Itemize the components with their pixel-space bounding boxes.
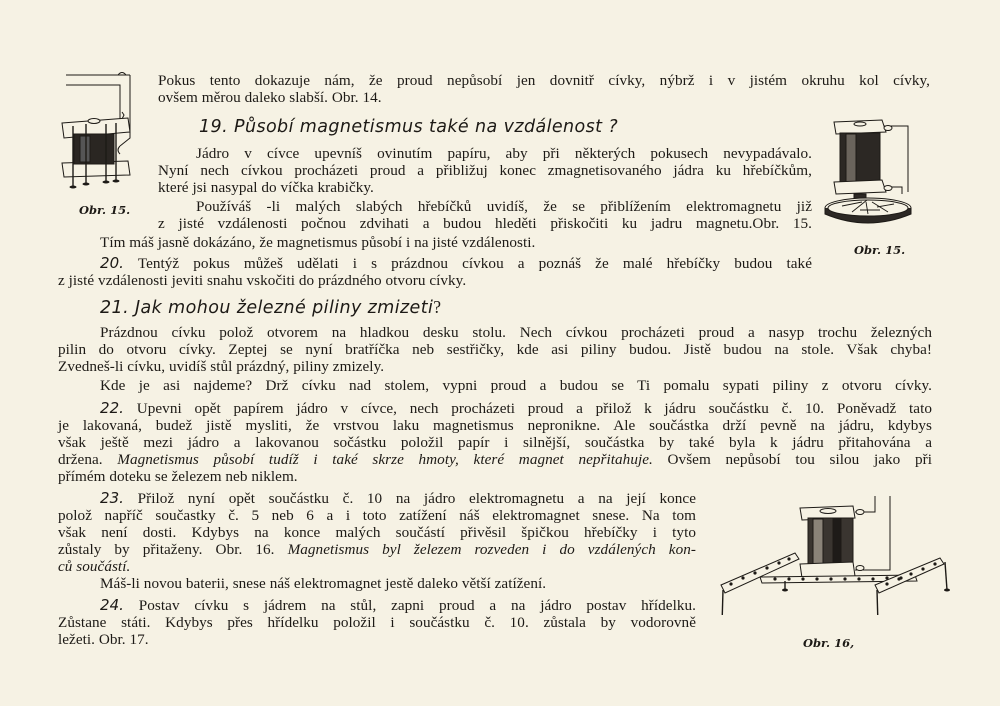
section-19-p1-line-1: Jádro v cívce upevníš ovinutím papíru, aby při některých pokusech nevypadávalo. bbox=[196, 145, 812, 162]
section-21-p1-line-2: pilin do otvoru cívky. Zeptej se nyní bratříčka neb sestřičky, kde asi piliny budou. Jistě budou na stole. Však chyba! bbox=[58, 341, 932, 358]
figure-caption-bottom: Obr. 16, bbox=[803, 636, 855, 650]
section-22-text: Upevni opět papírem jádro v cívce, nech procházeti proud a přilož k jádru součástku č. 10. Poněvadž tato bbox=[136, 400, 932, 417]
section-20-number: 20. bbox=[100, 254, 125, 272]
section-20-text: Tentýž pokus můžeš udělati i s prázdnou cívkou a poznáš že malé hřebíčky budou také bbox=[137, 255, 812, 272]
section-21-p1-line-1: Prázdnou cívku polož otvorem na hladkou desku stolu. Nech cívkou procházeti proud a nasyp trochu železných bbox=[100, 324, 932, 341]
section-24-line-1 bbox=[100, 597, 696, 614]
section-23-line-4-a: zůstaly by přitaženy. Obr. 16. bbox=[58, 541, 275, 558]
section-23-line-1 bbox=[100, 490, 696, 507]
section-21-p1-line-3: Zvedneš-li cívku, uvidíš stůl prázdný, piliny zmizely. bbox=[58, 358, 385, 375]
figure-caption-left: Obr. 15. bbox=[79, 203, 131, 217]
section-22-line-4 bbox=[58, 451, 932, 468]
section-19-p2-line-1: Používáš -li malých slabých hřebíčků uvidíš, že se přiblížením elektromagnetu již bbox=[196, 198, 812, 215]
section-21-p2: Kde je asi najdeme? Drž cívku nad stolem, vypni proud a budou se Ti pomalu sypati piliny z otvoru cívky. bbox=[100, 377, 932, 394]
section-23-line-3: však není dosti. Kdybys na konce malých součástí přivěsil špičkou hřebíčky i tyto bbox=[58, 524, 696, 541]
section-23-emphasis: Magnetismus byl železem rozveden i do vzdálených kon- bbox=[287, 541, 696, 558]
section-22-number: 22. bbox=[100, 399, 125, 417]
section-22-line-5: přímém doteku se železem neb niklem. bbox=[58, 468, 298, 485]
section-23-line-4 bbox=[58, 541, 696, 558]
section-22-line-3: však ještě mezi jádro a lakovanou sočástku položil papír i silnější, součástka by také byla k jádru přitahována a bbox=[58, 434, 932, 451]
coil-tin-illustration bbox=[822, 112, 922, 227]
section-21-heading-number: 21. bbox=[100, 298, 130, 318]
section-24-line-2: Zůstane státi. Kdybys přes hřídelku položil i součástku č. 10. zůstala by vodorovně bbox=[58, 614, 696, 631]
section-24-line-3: ležeti. Obr. 17. bbox=[58, 631, 149, 648]
section-21-heading bbox=[100, 297, 441, 318]
coil-nails-illustration bbox=[58, 68, 140, 193]
figure-coil-over-tin bbox=[822, 112, 922, 227]
section-23-text: Přilož nyní opět součástku č. 10 na jádro elektromagnetu a na její konce bbox=[137, 490, 696, 507]
section-20-line-1 bbox=[100, 255, 812, 272]
section-22-line-1 bbox=[100, 400, 932, 417]
section-22-line-2: je lakovaná, budež jistě mysliti, že vrstvou laku magnetismus nepronikne. Ale součástka drží pevně na jádru, kdybys bbox=[58, 417, 932, 434]
section-23-p2: Máš-li novou baterii, snese náš elektromagnet jestě daleko větší zatížení. bbox=[100, 575, 547, 592]
section-19-p1-line-2: Nyní nech cívkou procházeti proud a přibližuj konec zmagnetisovaného jádra ku hřebíčkům, bbox=[158, 162, 812, 179]
intro-line-2: ovšem měrou daleko slabší. Obr. 14. bbox=[158, 89, 382, 106]
section-19-p2-line-2: z jisté vzdálenosti počnou zdvihati a budou hleděti přiskočiti ku jadru magnetu.Obr. 15. bbox=[158, 215, 812, 232]
section-22-line-4-a: držena. bbox=[58, 451, 103, 468]
figure-coil-with-strips bbox=[715, 480, 955, 615]
section-19-p1-line-3: které jsi nasypal do víčka krabičky. bbox=[158, 179, 374, 196]
section-24-text: Postav cívku s jádrem na stůl, zapni proud a na jádro postav hřídelku. bbox=[138, 597, 696, 614]
section-23-line-2: polož napříč součastky č. 5 neb 6 a i toto zatížení náš elektromagnet snese. Na tom bbox=[58, 507, 696, 524]
figure-caption-right: Obr. 15. bbox=[854, 243, 906, 257]
coil-strips-illustration bbox=[715, 480, 955, 615]
section-21-heading-text: Jak mohou železné piliny zmizeti bbox=[135, 298, 434, 318]
section-23-number: 23. bbox=[100, 489, 125, 507]
section-23-line-5: ců součástí. bbox=[58, 558, 131, 575]
section-21-heading-q: ? bbox=[433, 297, 442, 317]
section-24-number: 24. bbox=[100, 596, 125, 614]
section-19-heading: 19. Působí magnetismus také na vzdálenost ? bbox=[199, 117, 619, 137]
section-22-emphasis: Magnetismus působí tudíž i také skrze hmoty, které magnet nepřitahuje. bbox=[117, 451, 653, 468]
section-19-p3: Tím máš jasně dokázáno, že magnetismus působí i na jisté vzdálenosti. bbox=[100, 234, 536, 251]
section-20-line-2: z jisté vzdálenosti jeviti snahu vskočiti do prázdného otvoru cívky. bbox=[58, 272, 467, 289]
figure-coil-with-nails bbox=[58, 68, 140, 193]
section-22-line-4-b: Ovšem nepůsobí tou silou jako při bbox=[667, 451, 932, 468]
intro-line-1: Pokus tento dokazuje nám, že proud nepůsobí jen dovnitř cívky, nýbrž i v jistém okruhu kol cívky, bbox=[158, 72, 930, 89]
